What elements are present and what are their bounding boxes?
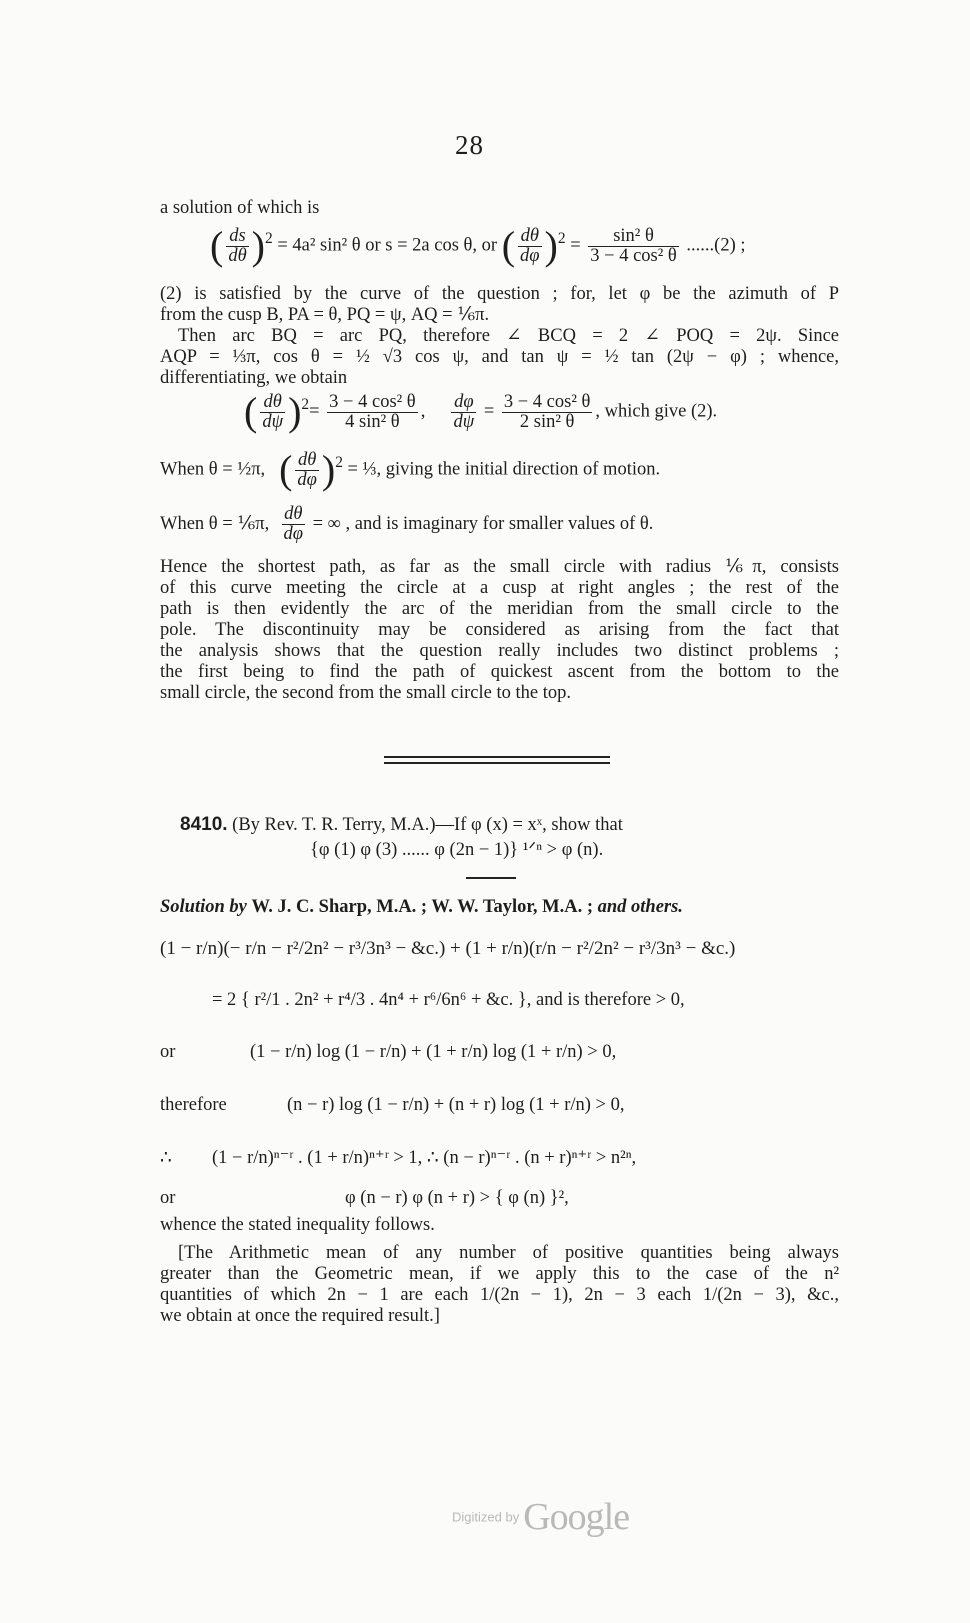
note-line: [The Arithmetic mean of any number of positive quantities being always [178,1243,839,1263]
eq2-den-1: 4 sin² θ [345,411,400,432]
eq2-tail: , which give (2). [595,401,718,422]
eq2-den-2: 2 sin² θ [519,411,575,432]
short-rule [466,877,516,879]
equation-1: ( $\frac{ds}{d\theta}$ )$^2$ = 4a² sin² θ or s = 2a cos θ, or ( $\frac{d\theta}{d\varphi}$ )$^2$ = $\frac{\text{sin² θ}}{\text{3 − 4 cos² θ}}$ ......(2) ; [210,223,746,268]
problem-number: 8410. [180,814,228,835]
watermark-small-text: Digitized by [452,1509,520,1525]
eq2-num-2: 3 − 4 cos² θ [503,391,591,412]
para-line: from the cusp B, PA = θ, PQ = ψ, AQ = ⅙π. [160,305,490,325]
eq2-num-1: 3 − 4 cos² θ [329,391,416,412]
therefore-label: therefore [160,1095,227,1115]
intro-text: a solution of which is [160,198,320,218]
hence-expression: (1 − r/n)ⁿ⁻ʳ . (1 + r/n)ⁿ⁺ʳ > 1, ∴ (n − r)ⁿ⁻ʳ . (n + r)ⁿ⁺ʳ > n²ⁿ, [212,1148,637,1168]
equation-1-label: ......(2) ; [686,235,746,256]
digitized-by-google-watermark [452,1495,629,1539]
conclusion-line: of this curve meeting the circle at a cusp at right angles ; the rest of the [160,578,839,598]
note-line: quantities of which 2n − 1 are each 1/(2n − 1), 2n − 3 each 1/(2n − 3), &c., [160,1285,839,1305]
problem-statement: (By Rev. T. R. Terry, M.A.)—If φ (x) = xˣ, show that [232,815,623,835]
note-line: we obtain at once the required result.] [160,1306,440,1326]
or-expression-2: φ (n − r) φ (n + r) > { φ (n) }², [345,1188,569,1208]
when-2-condition: When θ = ⅙π, [160,513,270,534]
section-rule [384,756,610,758]
when-line-1: When θ = ½π, ( $\frac{d\theta}{d\varphi}$ )$^2$ = ⅓, giving the initial direction of motion. [160,447,661,492]
equals-line: = 2 { r²/1 . 2n² + r⁴/3 . 4n⁴ + r⁶/6n⁶ + &c. }, and is therefore > 0, [212,990,685,1010]
conclusion-line: pole. The discontinuity may be considered as arising from the fact that [160,620,839,640]
conclusion-line: Hence the shortest path, as far as the small circle with radius ⅙π, consists [160,557,839,577]
series-line: (1 − r/n)(− r/n − r²/2n² − r³/3n³ − &c.) + (1 + r/n)(r/n − r²/2n² − r³/3n³ − &c.) [160,938,736,959]
when-2-result: = ∞ , and is imaginary for smaller values of θ. [312,513,654,534]
or-label-2: or [160,1188,176,1208]
or-label-1: or [160,1042,176,1062]
eq1-frac-den: 3 − 4 cos² θ [590,245,677,266]
solution-byline [160,897,683,918]
para-line: differentiating, we obtain [160,368,348,388]
section-rule [384,762,610,764]
solution-authors: W. J. C. Sharp, M.A. ; W. W. Taylor, M.A. ; [251,897,593,917]
conclusion-line: path is then evidently the arc of the meridian from the small circle to the [160,599,839,619]
google-logo: Google [523,1496,630,1538]
therefore-expression: (n − r) log (1 − r/n) + (n + r) log (1 + r/n) > 0, [287,1095,625,1115]
or-expression-1: (1 − r/n) log (1 − r/n) + (1 + r/n) log (1 + r/n) > 0, [250,1042,617,1062]
equation-1-rhs: = 4a² sin² θ or s = 2a cos θ, or [277,235,498,256]
equation-2: ( $\frac{d\theta}{d\psi}$ )$^2$= $\frac{\text{3 − 4 cos² θ}}{\text{4 sin² θ}}$ , $\frac{d\varphi}{d\psi}$ = $\frac{\text{3 − 4 cos² θ}}{\text{2 sin² θ}}$ , which give (2). [244,389,718,434]
para-line: AQP = ⅓π, cos θ = ½ √3 cos ψ, and tan ψ = ½ tan (2ψ − φ) ; whence, [160,347,839,367]
page-number: 28 [455,130,484,160]
problem-heading [180,814,623,836]
hence-label: ∴ [160,1148,172,1168]
when-1-result: = ⅓, giving the initial direction of motion. [347,459,661,480]
note-line: greater than the Geometric mean, if we apply this to the case of the n² [160,1264,839,1284]
solution-others: and others. [597,897,683,917]
when-1-condition: When θ = ½π, [160,459,266,480]
eq1-frac-num: sin² θ [588,227,679,247]
para-line: Then arc BQ = arc PQ, therefore ∠ BCQ = 2 ∠ POQ = 2ψ. Since [178,326,839,346]
problem-formula: {φ (1) φ (3) ...... φ (2n − 1)} ¹ᐟⁿ > φ (n). [310,840,604,860]
whence-line: whence the stated inequality follows. [160,1215,435,1235]
para-line: (2) is satisfied by the curve of the question ; for, let φ be the azimuth of P [160,284,839,304]
solution-by-label: Solution by [160,897,247,917]
when-line-2: When θ = ⅙π, $\frac{d\theta}{d\varphi}$ = ∞ , and is imaginary for smaller values of θ. [160,504,654,544]
conclusion-line: the first being to find the path of quickest ascent from the bottom to the [160,662,839,682]
conclusion-line: small circle, the second from the small circle to the top. [160,683,571,703]
conclusion-line: the analysis shows that the question really includes two distinct problems ; [160,641,839,661]
